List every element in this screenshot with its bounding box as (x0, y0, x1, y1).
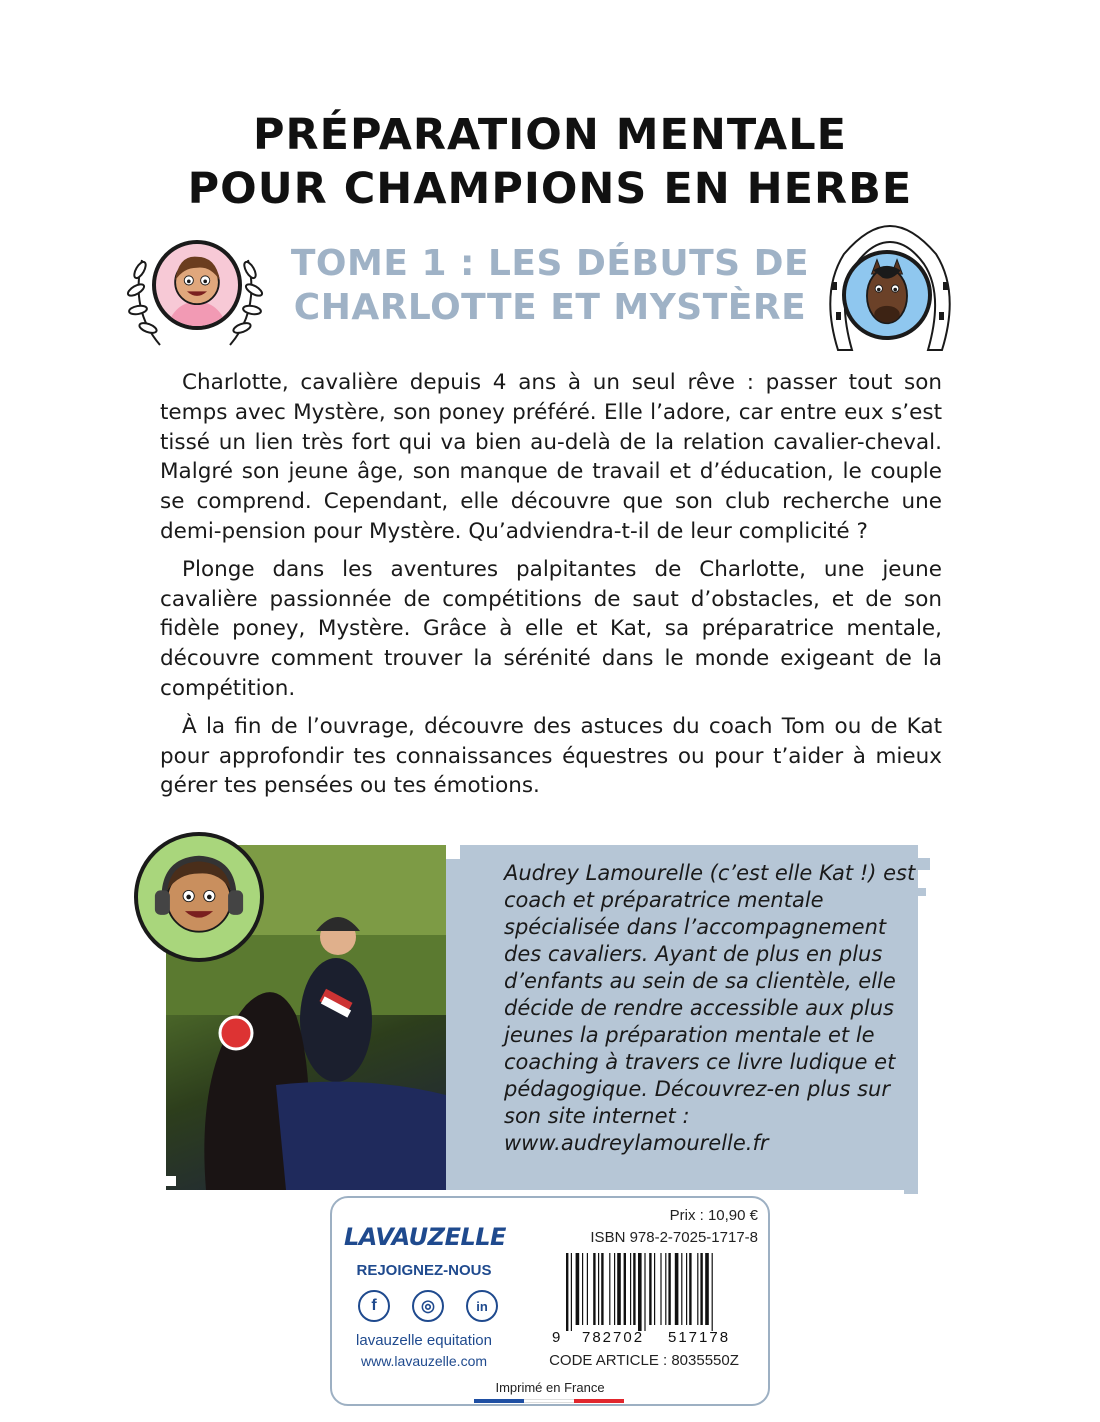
isbn-label: ISBN 978-2-7025-1717-8 (590, 1229, 758, 1246)
barcode-bar (633, 1253, 635, 1325)
synopsis (160, 368, 942, 809)
barcode-bar (675, 1253, 679, 1325)
social-handle: lavauzelle equitation (356, 1332, 492, 1349)
flag-red (574, 1399, 624, 1403)
decorative-pixel (904, 1180, 918, 1194)
barcode-digit-first: 9 (552, 1329, 561, 1345)
title-line-2: POUR CHAMPIONS EN HERBE (187, 164, 913, 214)
printed-in-label: Imprimé en France (495, 1380, 605, 1395)
barcode-bar (630, 1253, 631, 1325)
barcode-bar (654, 1253, 655, 1325)
barcode-bar (598, 1253, 599, 1325)
decorative-pixel (166, 1176, 176, 1186)
barcode-bar (700, 1253, 702, 1325)
barcode-digits-right: 517178 (668, 1329, 731, 1345)
code-article-label: CODE ARTICLE : 8035550Z (549, 1352, 739, 1369)
charlotte-avatar (152, 240, 242, 330)
barcode-bar (593, 1253, 595, 1325)
flag-blue (474, 1399, 524, 1403)
french-flag-stripe (474, 1399, 624, 1403)
title-line-1: PRÉPARATION MENTALE (253, 110, 847, 160)
barcode-bar (668, 1253, 670, 1325)
barcode-bar (624, 1253, 626, 1325)
barcode-bar (614, 1253, 615, 1325)
price-label: Prix : 10,90 € (669, 1207, 758, 1224)
subtitle-line-2: CHARLOTTE ET MYSTÈRE (293, 287, 807, 328)
synopsis-paragraph-3: À la fin de l’ouvrage, découvre des astuces du coach Tom ou de Kat pour approfondir tes connaissances équestres ou pour t’aider à mieux gérer tes pensées ou tes émotions. (160, 713, 942, 799)
barcode-bar (582, 1253, 583, 1325)
barcode-bar (686, 1253, 687, 1325)
book-title (0, 108, 1100, 216)
barcode-bar (705, 1253, 709, 1325)
barcode-bar (609, 1253, 610, 1325)
book-subtitle (270, 242, 830, 330)
barcode-bar (689, 1253, 691, 1325)
kat-avatar (134, 832, 264, 962)
barcode-bar (665, 1253, 666, 1325)
barcode-digits-left: 782702 (582, 1329, 645, 1345)
barcode-bar (697, 1253, 698, 1325)
barcode-bar (617, 1253, 621, 1325)
join-us-label: REJOIGNEZ-NOUS (356, 1262, 492, 1279)
barcode (548, 1249, 762, 1345)
facebook-icon[interactable]: f (358, 1290, 390, 1322)
publisher-website[interactable]: www.lavauzelle.com (360, 1353, 488, 1369)
barcode-bar (712, 1253, 713, 1331)
subtitle-line-1: TOME 1 : LES DÉBUTS DE (290, 243, 810, 284)
flag-white (524, 1399, 574, 1403)
barcode-bar (587, 1253, 588, 1325)
decorative-pixel (446, 845, 460, 859)
barcode-bar (660, 1253, 661, 1325)
mystere-avatar (842, 250, 932, 340)
social-links (358, 1290, 498, 1322)
publisher-logo: LAVAUZELLE (344, 1223, 506, 1251)
author-bio: Audrey Lamourelle (c’est elle Kat !) est coach et préparatrice mentale spécialisée dans l’accompagnement des cavaliers. Ayant de plus en plus d’enfants au sein de sa clientèle, elle décide de rendre accessible aux plus jeunes la préparation mentale et le coaching à travers ce livre ludique et pédagogique. Découvrez-en plus sur son site internet : www.audreylamourelle.fr (504, 861, 916, 1155)
barcode-bar (681, 1253, 682, 1325)
synopsis-paragraph-1: Charlotte, cavalière depuis 4 ans à un seul rêve : passer tout son temps avec Mystère, son poney préféré. Elle l’adore, car entre eux s’est tissé un lien très fort qui va bien au-delà de la relation cavalier-cheval. Malgré son jeune âge, son manque de travail et d’éducation, le couple se comprend. Cependant, elle découvre que son club recherche une demi-pension pour Mystère. Qu’adviendra-t-il de leur complicité ? (160, 370, 942, 544)
barcode-bar (566, 1253, 568, 1331)
linkedin-icon[interactable]: in (466, 1290, 498, 1322)
barcode-bar (601, 1253, 603, 1325)
synopsis-paragraph-2: Plonge dans les aventures palpitantes de Charlotte, une jeune cavalière passionnée de compétitions de saut d’obstacles, et de son fidèle poney, Mystère. Grâce à elle et Kat, sa préparatrice mentale, découvre comment trouver la sérénité dans le monde exigeant de la compétition. (160, 556, 942, 701)
barcode-bar (576, 1253, 580, 1325)
barcode-bar (649, 1253, 651, 1325)
barcode-bar (644, 1253, 645, 1331)
barcode-bar (638, 1253, 642, 1331)
barcode-bar (571, 1253, 572, 1331)
instagram-icon[interactable]: ◎ (412, 1290, 444, 1322)
